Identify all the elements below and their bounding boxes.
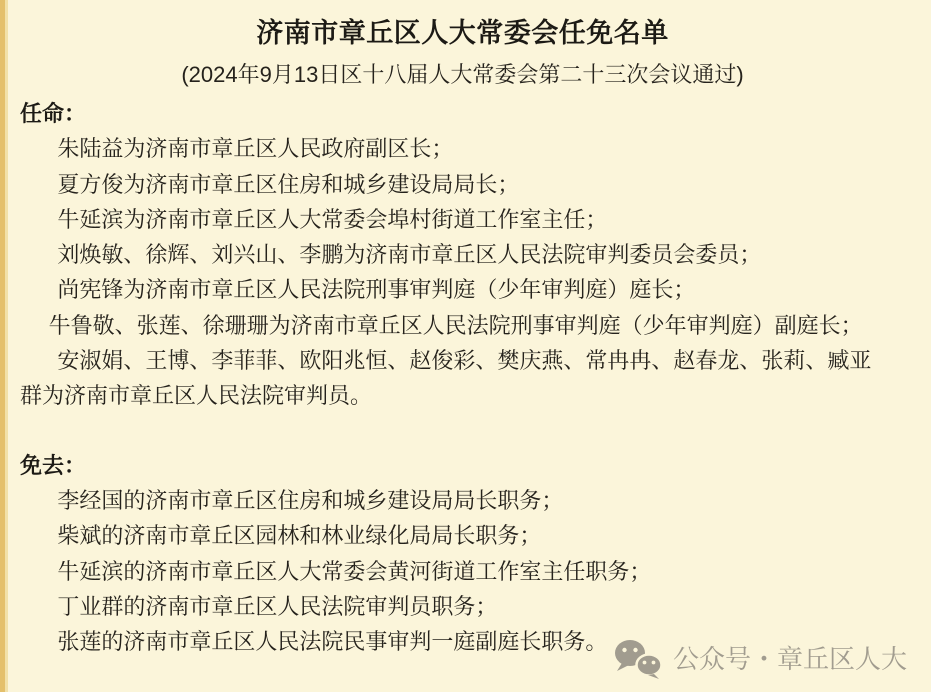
left-edge-stripe (0, 0, 8, 692)
document-line: 牛鲁敬、张莲、徐珊珊为济南市章丘区人民法院刑事审判庭（少年审判庭）副庭长； (48, 312, 863, 338)
document-line: 安淑娟、王博、李菲菲、欧阳兆恒、赵俊彩、樊庆燕、常冉冉、赵春龙、张莉、臧亚 (57, 348, 872, 374)
section-label: 任命： (20, 101, 87, 126)
document-line: 柴斌的济南市章丘区园林和林业绿化局局长职务； (57, 523, 542, 549)
document-line: 李经国的济南市章丘区住房和城乡建设局局长职务； (57, 487, 564, 513)
document-line: 尚宪锋为济南市章丘区人民法院刑事审判庭（少年审判庭）庭长； (57, 277, 696, 303)
sections-container (20, 96, 905, 659)
document-line: 张莲的济南市章丘区人民法院民事审判一庭副庭长职务。 (57, 629, 608, 655)
document-line: 刘焕敏、徐辉、刘兴山、李鹏为济南市章丘区人民法院审判委员会委员； (57, 242, 762, 268)
section-dismissals (20, 448, 905, 660)
document-line: 夏方俊为济南市章丘区住房和城乡建设局局长； (57, 171, 520, 197)
watermark-text: 公众号・章丘区人大 (672, 644, 907, 674)
document-line: 牛延滨为济南市章丘区人大常委会埠村街道工作室主任； (57, 206, 608, 232)
section-appointments (20, 96, 905, 414)
document-line: 群为济南市章丘区人民法院审判员。 (20, 383, 373, 409)
document-title: 济南市章丘区人大常委会任免名单 (256, 18, 669, 48)
document-subtitle: (2024年9月13日区十八届人大常委会第二十三次会议通过) (181, 62, 744, 87)
section-label: 免去： (20, 452, 87, 478)
wechat-icon (613, 638, 663, 680)
document-line: 朱陆益为济南市章丘区人民政府副区长； (57, 136, 454, 162)
document-line: 牛延滨的济南市章丘区人大常委会黄河街道工作室主任职务； (57, 558, 652, 584)
document-line: 丁业群的济南市章丘区人民法院审判员职务； (57, 593, 498, 619)
watermark (613, 638, 907, 680)
